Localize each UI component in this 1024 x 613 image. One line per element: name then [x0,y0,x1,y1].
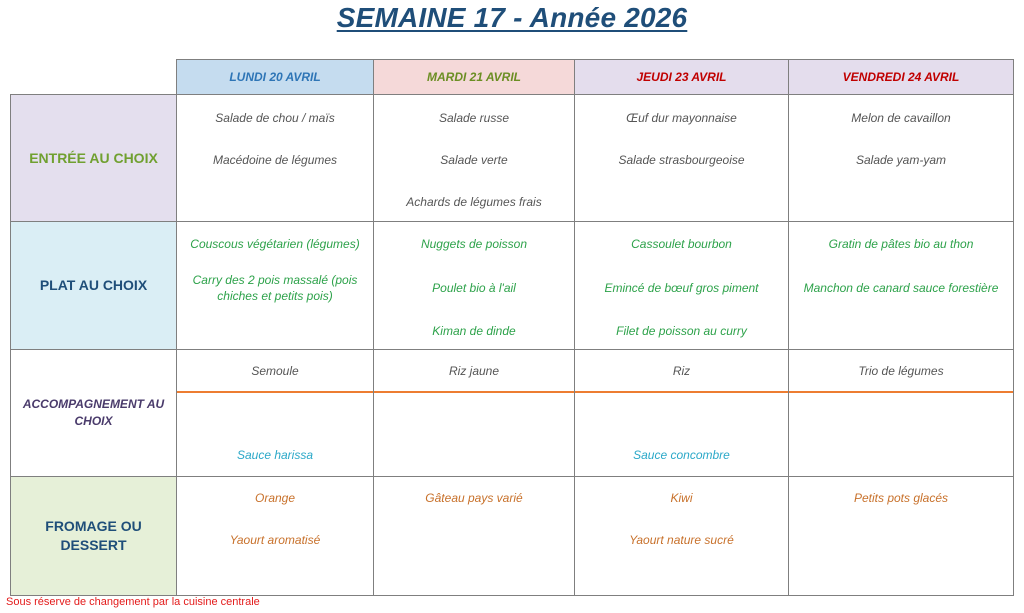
orange-separator [789,391,1013,393]
plat-thursday [574,221,789,350]
menu-item: Emincé de bœuf gros piment [604,281,759,295]
menu-item: Filet de poisson au curry [616,324,747,338]
menu-item: Orange [254,491,296,505]
entree-tuesday [373,94,575,222]
day-header-friday: VENDREDI 24 AVRIL [788,59,1014,95]
entree-thursday [574,94,789,222]
plat-monday [176,221,374,350]
accompagnement-tuesday [373,349,575,477]
menu-item: Petits pots glacés [853,491,949,505]
footer-note: Sous réserve de changement par la cuisine centrale [6,596,260,608]
menu-item: Riz jaune [448,364,500,378]
day-header-monday: LUNDI 20 AVRIL [176,59,374,95]
fromage-thursday [574,476,789,596]
menu-item: Kiwi [670,491,693,505]
category-accompagnement: ACCOMPAGNEMENT AU CHOIX [10,349,177,477]
menu-item: Gâteau pays varié [425,491,523,505]
day-header-thursday: JEUDI 23 AVRIL [574,59,789,95]
menu-item: Semoule [251,364,299,378]
accompagnement-friday [788,349,1014,477]
day-header-tuesday: MARDI 21 AVRIL [373,59,575,95]
menu-item: Nuggets de poisson [420,237,528,251]
menu-item: Macédoine de légumes [212,153,338,167]
entree-friday [788,94,1014,222]
fromage-tuesday [373,476,575,596]
fromage-friday [788,476,1014,596]
menu-item: Gratin de pâtes bio au thon [828,237,974,251]
category-entree: ENTRÉE AU CHOIX [10,94,177,222]
menu-item: Riz [672,364,691,378]
fromage-monday [176,476,374,596]
menu-item: Poulet bio à l'ail [432,281,516,295]
orange-separator [575,391,788,393]
plat-tuesday [373,221,575,350]
menu-item: Couscous végétarien (légumes) [190,237,360,251]
orange-separator [374,391,574,393]
menu-item: Yaourt nature sucré [629,533,734,547]
menu-item: Salade de chou / maïs [215,111,335,125]
menu-item: Carry des 2 pois massalé (pois chiches et petits pois) [192,273,358,303]
orange-separator [177,391,373,393]
menu-item: Sauce harissa [236,448,314,462]
menu-item: Œuf dur mayonnaise [626,111,737,125]
menu-item: Yaourt aromatisé [229,533,321,547]
menu-item: Achards de légumes frais [406,195,542,209]
plat-friday [788,221,1014,350]
menu-item: Salade russe [438,111,510,125]
category-fromage: FROMAGE OU DESSERT [10,476,177,596]
menu-item: Manchon de canard sauce forestière [803,281,999,295]
accompagnement-monday [176,349,374,477]
menu-item: Salade strasbourgeoise [618,153,745,167]
menu-item: Melon de cavaillon [851,111,951,125]
menu-item: Trio de légumes [858,364,944,378]
menu-item: Salade yam-yam [855,153,947,167]
accompagnement-thursday [574,349,789,477]
menu-item: Salade verte [440,153,508,167]
category-plat: PLAT AU CHOIX [10,221,177,350]
menu-item: Sauce concombre [633,448,730,462]
menu-item: Cassoulet bourbon [631,237,732,251]
page-title: SEMAINE 17 - Année 2026 [336,2,688,33]
menu-item: Kiman de dinde [432,324,516,338]
entree-monday [176,94,374,222]
